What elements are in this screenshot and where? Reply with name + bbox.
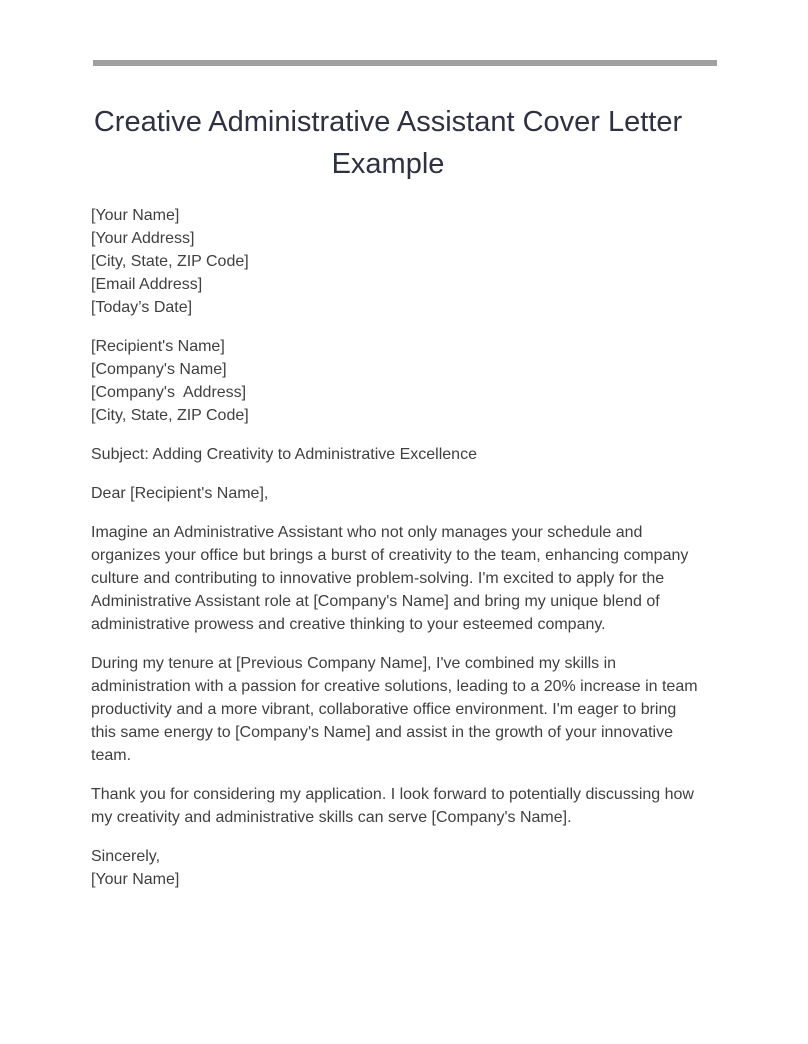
signature-name: [Your Name] <box>91 871 180 888</box>
recipient-block <box>91 335 701 427</box>
signature-block <box>91 845 701 891</box>
subject-line: Subject: Adding Creativity to Administrative Excellence <box>91 446 477 463</box>
letter-date: [Today’s Date] <box>91 299 193 316</box>
recipient-company-address: [Company's Address] <box>91 384 247 401</box>
sender-city-state-zip: [City, State, ZIP Code] <box>91 253 249 270</box>
body-paragraph-closing: Thank you for considering my application. I look forward to potentially discussing how my creativity and administrative skills can serve [Company's Name]. <box>91 786 694 826</box>
recipient-name: [Recipient's Name] <box>91 338 225 355</box>
sender-name: [Your Name] <box>91 207 180 224</box>
body-paragraph-intro: Imagine an Administrative Assistant who not only manages your schedule and organizes your office but brings a burst of creativity to the team, enhancing company culture and contributing to innovative problem-solving. I'm excited to apply for the Administrative Assistant role at [Company's Name] and bring my unique blend of administrative prowess and creative thinking to your esteemed company. <box>91 524 689 633</box>
sender-address: [Your Address] <box>91 230 195 247</box>
recipient-city-state-zip: [City, State, ZIP Code] <box>91 407 249 424</box>
letter-body <box>91 204 701 907</box>
top-divider-bar <box>93 60 717 66</box>
sender-email: [Email Address] <box>91 276 203 293</box>
body-paragraph-experience: During my tenure at [Previous Company Name], I've combined my skills in administration with a passion for creative solutions, leading to a 20% increase in team productivity and a more vibrant, collaborative office environment. I'm eager to bring this same energy to [Company's Name] and assist in the growth of your innovative team. <box>91 655 698 764</box>
page-title: Creative Administrative Assistant Cover Letter Example <box>93 106 683 180</box>
closing-phrase: Sincerely, <box>91 848 161 865</box>
sender-block <box>91 204 701 319</box>
recipient-company: [Company's Name] <box>91 361 227 378</box>
salutation: Dear [Recipient's Name], <box>91 485 269 502</box>
